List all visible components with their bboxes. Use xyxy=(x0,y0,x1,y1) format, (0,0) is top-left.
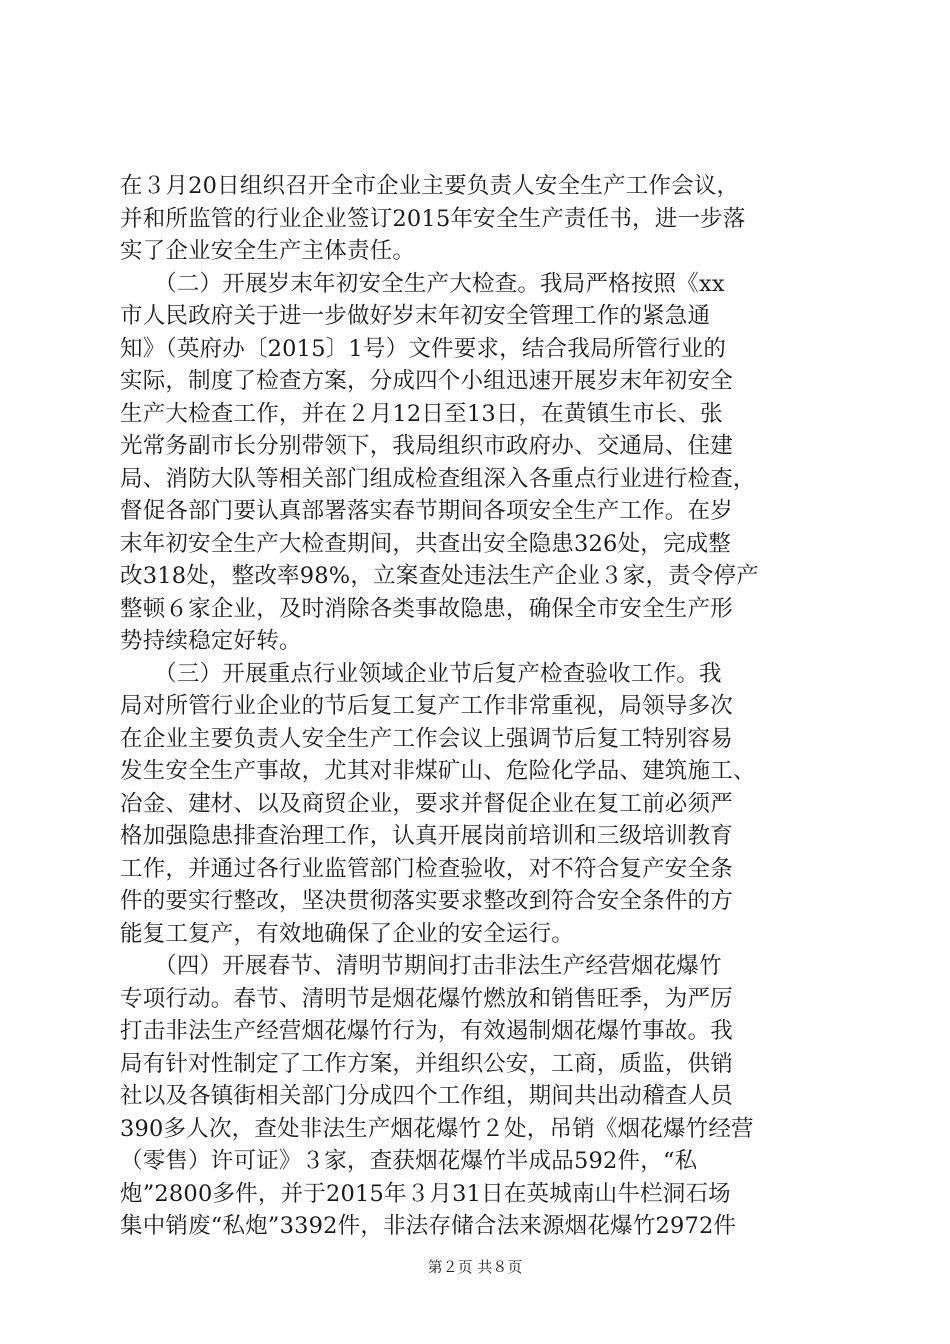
text-line: 局、消防大队等相关部门组成检查组深入各重点行业进行检查， xyxy=(120,465,756,492)
text-line: 390多人次，查处非法生产烟花爆竹２处，吊销《烟花爆竹经营 xyxy=(120,1115,754,1142)
text-line: 发生安全生产事故，尤其对非煤矿山、危险化学品、建筑施工、 xyxy=(120,758,756,784)
text-line: 工作，并通过各行业监管部门检查验收，对不符合复产安全条 xyxy=(120,855,733,882)
text-line: 并和所监管的行业企业签订2015年安全生产责任书，进一步落 xyxy=(120,205,746,232)
text-line: （四）开展春节、清明节期间打击非法生产经营烟花爆竹 xyxy=(120,953,722,979)
text-line: 实了企业安全生产主体责任。 xyxy=(120,238,416,264)
page-number-footer: 第２页 共８页 xyxy=(427,1258,523,1276)
text-line: 社以及各镇街相关部门分成四个工作组，期间共出动稽查人员 xyxy=(120,1083,733,1109)
text-line: 冶金、建材、以及商贸企业，要求并督促企业在复工前必须严 xyxy=(120,790,733,817)
text-line: （二）开展岁末年初安全生产大检查。我局严格按照《xx xyxy=(120,270,725,297)
text-line: 末年初安全生产大检查期间，共查出安全隐患326处，完成整 xyxy=(120,530,732,557)
text-line: 局对所管行业企业的节后复工复产工作非常重视，局领导多次 xyxy=(120,693,733,719)
text-line: 局有针对性制定了工作方案，并组织公安，工商，质监，供销 xyxy=(120,1050,733,1077)
text-line: 生产大检查工作，并在２月12日至13日，在黄镇生市长、张 xyxy=(120,400,723,427)
text-line: 整顿６家企业，及时消除各类事故隐患，确保全市安全生产形 xyxy=(120,595,733,622)
document-body xyxy=(120,170,840,1243)
text-line: 能复工复产，有效地确保了企业的安全运行。 xyxy=(120,920,575,947)
text-line: 知》（英府办〔2015〕1号）文件要求，结合我局所管行业的 xyxy=(120,335,727,362)
text-line: 打击非法生产经营烟花爆竹行为，有效遏制烟花爆竹事故。我 xyxy=(120,1018,733,1044)
text-line: 件的要实行整改，坚决贯彻落实要求整改到符合安全条件的方 xyxy=(120,888,733,914)
text-line: 光常务副市长分别带领下，我局组织市政府办、交通局、住建 xyxy=(120,433,733,459)
text-line: 督促各部门要认真部署落实春节期间各项安全生产工作。在岁 xyxy=(120,498,733,524)
text-line: 格加强隐患排查治理工作，认真开展岗前培训和三级培训教育 xyxy=(120,823,733,849)
text-line: 在企业主要负责人安全生产工作会议上强调节后复工特别容易 xyxy=(120,725,733,752)
text-line: 炮”2800多件，并于2015年３月31日在英城南山牛栏洞石场 xyxy=(120,1180,731,1207)
text-line: 改318处，整改率98%，立案查处违法生产企业３家，责令停产 xyxy=(120,563,759,589)
text-line: 集中销废“私炮”3392件，非法存储合法来源烟花爆竹2972件 xyxy=(120,1213,737,1239)
text-line: 实际，制度了检查方案，分成四个小组迅速开展岁末年初安全 xyxy=(120,368,733,394)
text-line: 势持续稳定好转。 xyxy=(120,628,302,654)
text-line: 专项行动。春节、清明节是烟花爆竹燃放和销售旺季，为严厉 xyxy=(120,985,733,1012)
text-line: 在３月20日组织召开全市企业主要负责人安全生产工作会议， xyxy=(120,173,740,199)
text-line: 市人民政府关于进一步做好岁末年初安全管理工作的紧急通 xyxy=(120,303,711,329)
text-line: （零售）许可证》３家，查获烟花爆竹半成品592件，“私 xyxy=(120,1148,698,1174)
text-line: （三）开展重点行业领域企业节后复产检查验收工作。我 xyxy=(120,660,722,687)
